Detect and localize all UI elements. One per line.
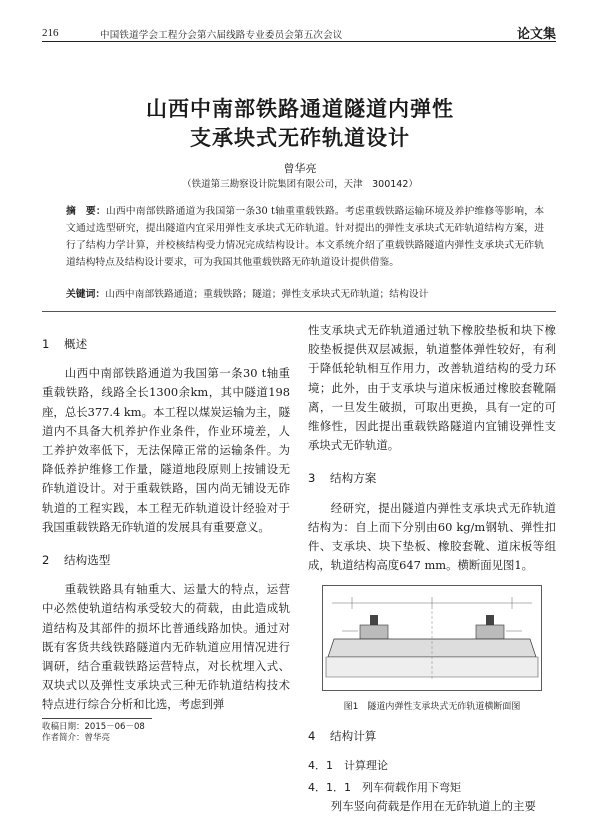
section-label: 论文集 <box>516 27 556 42</box>
subsection-heading-4-1-1: 4．1．1 列车荷载作用下弯矩 <box>308 780 461 794</box>
keywords-label: 关键词： <box>66 289 106 300</box>
section-title: 概述 <box>64 337 88 351</box>
footnote-rule <box>42 718 152 719</box>
footnote <box>42 718 292 744</box>
right-column <box>308 321 556 816</box>
author-affiliation: （铁道第三勘察设计院集团有限公司，天津 300142） <box>182 179 418 190</box>
section-heading-2 <box>42 551 290 570</box>
section-number: 2 <box>42 553 50 568</box>
support-block-right <box>476 625 504 639</box>
abstract-label: 摘 要： <box>66 206 106 217</box>
header-rule <box>42 41 556 42</box>
figure-caption: 图1 隧道内弹性支承块式无砟轨道横断面图 <box>343 702 521 713</box>
rail-left <box>370 615 378 625</box>
author-introduction: 作者简介：曾华亮 <box>42 733 111 743</box>
section-title: 结构计算 <box>330 729 377 744</box>
left-column <box>42 321 290 715</box>
keywords-text: 山西中南部铁路通道；重载铁路；隧道；弹性支承块式无砟轨道；结构设计 <box>105 289 429 300</box>
rail-right <box>486 615 494 625</box>
support-block-left <box>360 625 388 639</box>
cross-section-diagram <box>322 585 542 691</box>
section-number: 1 <box>42 337 50 351</box>
abstract <box>66 203 544 271</box>
abstract-rule <box>42 311 556 312</box>
section-title: 结构选型 <box>64 553 111 568</box>
section-1-paragraph: 山西中南部铁路通道为我国第一条30 t轴重重载铁路，线路全长1300余km，其中隧道198座，总长377.4 km。本工程以煤炭运输为主，隧道内不具备大机养护作业条件，作业环境差，人工养护效率低下，无法保障正常的运输条件。为降低养护维修工作量，隧道地段原则上按铺设无砟轨道设计。对于重载铁路，国内尚无铺设无砟轨道的工程实践，本工程无砟轨道设计经验对于我国重载铁路无砟轨道的发展具有重要意义。 <box>42 366 290 534</box>
section-heading-1 <box>42 335 290 354</box>
running-header <box>0 0 600 40</box>
section-3-paragraph: 经研究，提出隧道内弹性支承块式无砟轨道结构为：自上而下分别由60 kg/m钢轨、弹性扣件、支承块、块下垫板、橡胶套靴、道床板等组成，轨道结构高度647 mm。横断面见图1。 <box>308 500 556 573</box>
section-heading-4 <box>308 727 556 746</box>
subsection-heading-4-1: 4．1 计算理论 <box>308 758 388 772</box>
paper-title-line1: 山西中南部铁路通道隧道内弹性 <box>146 97 454 121</box>
figure-1 <box>308 585 556 723</box>
section-4-paragraph: 列车竖向荷载是作用在无砟轨道上的主要 <box>330 798 536 813</box>
section-2-paragraph-cont: 性支承块式无砟轨道通过轨下橡胶垫板和块下橡胶垫板提供双层减振，轨道整体弹性较好，有利于降低轮轨相互作用力，改善轨道结构的受力环境；此外，由于支承块与道床板通过橡胶套靴隔离，一旦发生破损，可取出更换，具有一定的可维修性，因此提出重载铁路隧道内宜铺设弹性支承块式无砟轨道。 <box>308 323 556 453</box>
received-date: 收稿日期：2015－06－08 <box>42 722 145 732</box>
section-2-paragraph: 重载铁路具有轴重大、运量大的特点，运营中必然使轨道结构承受较大的荷载，由此造成轨道结构及其部件的损坏比普通线路加快。通过对既有客货共线铁路隧道内无砟轨道应用情况进行调研，结合重载铁路运营特点，对长枕埋入式、双块式以及弹性支承块式三种无砟轨道结构技术特点进行综合分析和比选，考虑到弹 <box>42 582 290 712</box>
page-number: 216 <box>42 27 59 39</box>
author-name: 曾华亮 <box>283 162 317 175</box>
conference-name: 中国铁道学会工程分会第六届线路专业委员会第五次会议 <box>100 30 343 41</box>
keywords <box>66 287 544 303</box>
section-heading-3 <box>308 469 556 488</box>
section-number: 3 <box>308 471 316 486</box>
paper-title-line2: 支承块式无砟轨道设计 <box>190 126 410 150</box>
section-number: 4 <box>308 729 316 744</box>
section-title: 结构方案 <box>330 471 377 486</box>
abstract-text: 山西中南部铁路通道为我国第一条30 t轴重重载铁路。考虑重载铁路运输环境及养护维修等影响，本文通过选型研究，提出隧道内宜采用弹性支承块式无砟轨道。针对提出的弹性支承块式无砟轨道结构方案，进行了结构力学计算，并校核结构受力情况完成结构设计。本文系统介绍了重载铁路隧道内弹性支承块式无砟轨道结构特点及结构设计要求，可为我国其他重载铁路无砟轨道设计提供借鉴。 <box>66 206 544 268</box>
